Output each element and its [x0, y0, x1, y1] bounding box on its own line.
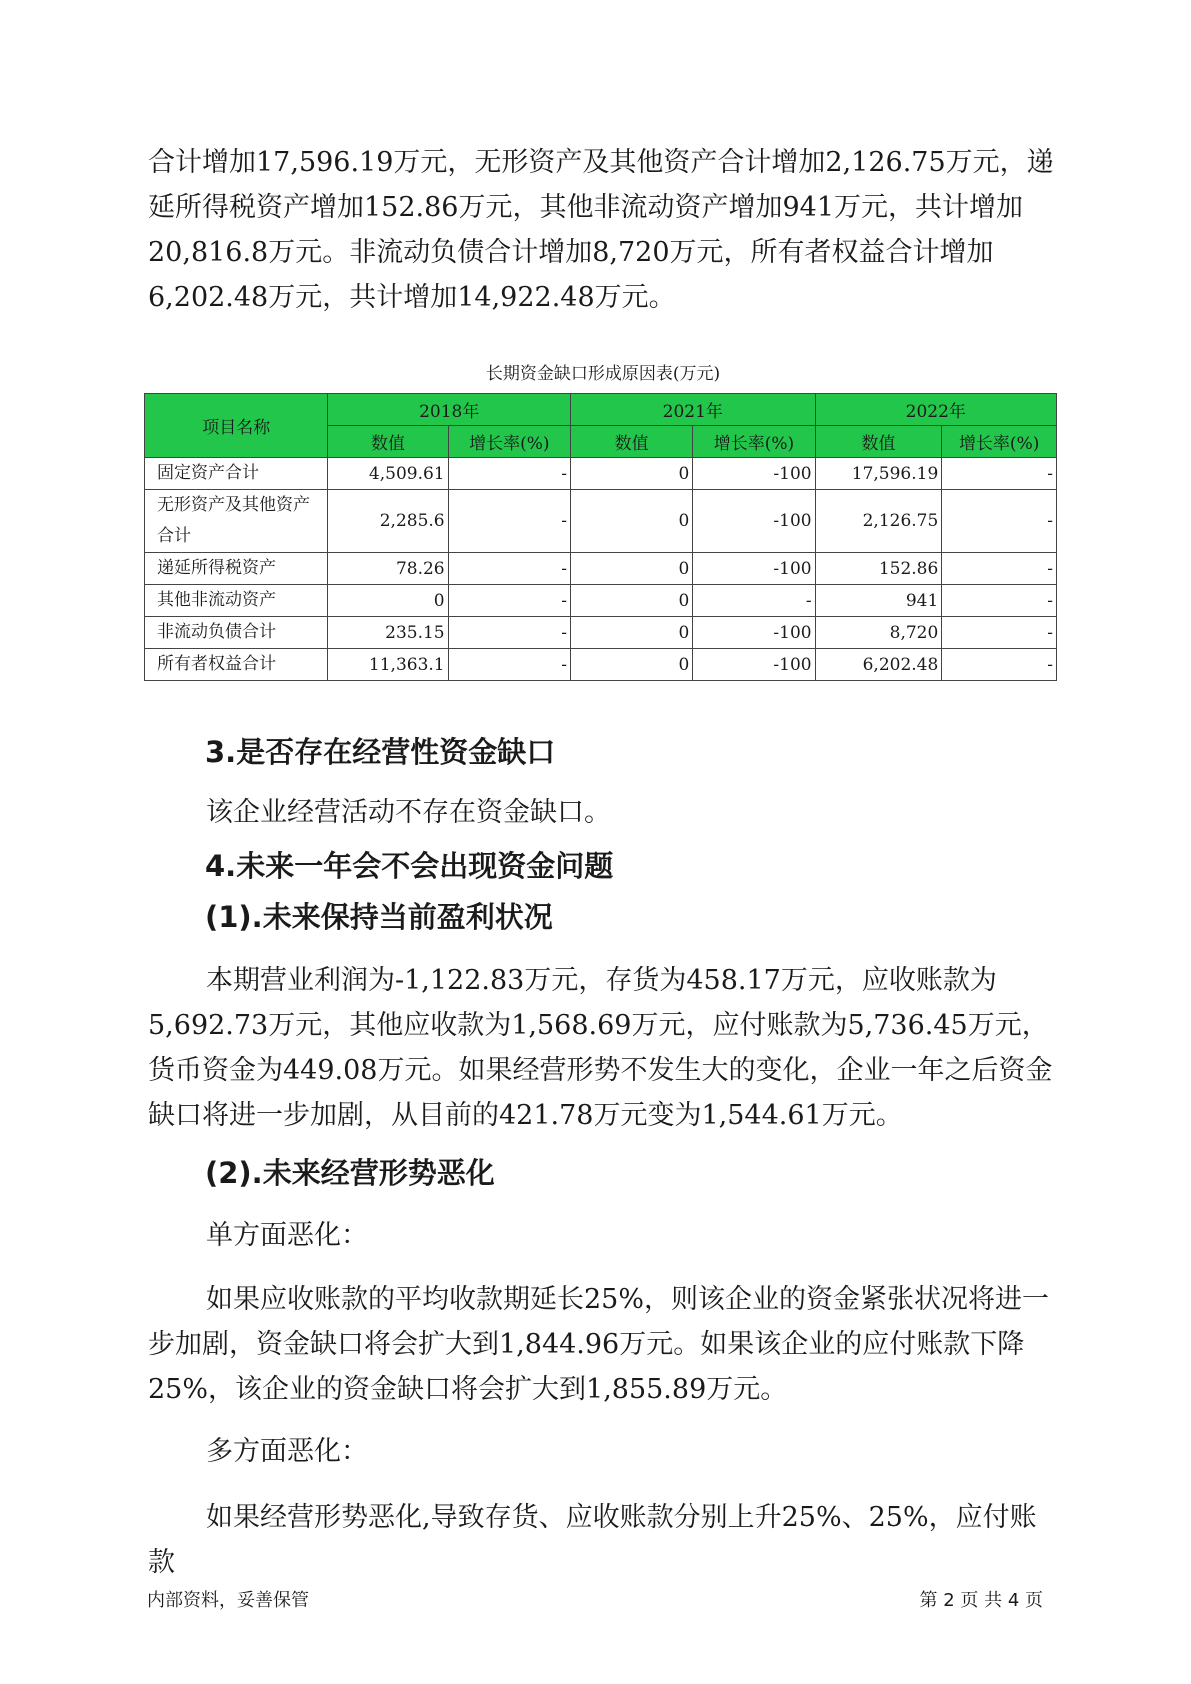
section-heading-next-year: 4.未来一年会不会出现资金问题: [205, 849, 614, 883]
cell-value: 8,720: [815, 617, 942, 649]
cell-rate: -: [448, 553, 570, 585]
cell-rate: -: [448, 490, 570, 553]
paragraph-no-gap: 该企业经营活动不存在资金缺口。: [206, 797, 611, 828]
row-name: 所有者权益合计: [145, 649, 328, 681]
cell-value: 152.86: [815, 553, 942, 585]
cell-rate: -: [942, 649, 1057, 681]
paragraph-multi-deterioration: 多方面恶化：: [206, 1436, 368, 1467]
cell-value: 0: [328, 585, 448, 617]
paragraph-current-profit: 本期营业利润为-1,122.83万元，存货为458.17万元，应收账款为5,692.73万元，其他应收款为1,568.69万元，应付账款为5,736.45万元，货币资金为449.08万元。如果经营形势不发生大的变化，企业一年之后资金缺口将进一步加剧，从目前的421.78万元变为1,544.61万元。: [148, 965, 1053, 1131]
cell-rate: -100: [693, 458, 815, 490]
row-name: 无形资产及其他资产合计: [145, 490, 328, 553]
subheader-rate: 增长率(%): [448, 426, 570, 458]
subsection-heading-deterioration: (2).未来经营形势恶化: [205, 1156, 495, 1190]
cell-value: 0: [570, 553, 692, 585]
cell-value: 78.26: [328, 553, 448, 585]
cell-value: 17,596.19: [815, 458, 942, 490]
table-row: [145, 585, 1057, 617]
cell-value: 235.15: [328, 617, 448, 649]
row-name: 递延所得税资产: [145, 553, 328, 585]
cell-rate: -100: [693, 649, 815, 681]
subsection-heading-current-profit: (1).未来保持当前盈利状况: [205, 900, 553, 934]
cell-rate: -: [942, 553, 1057, 585]
header-year-2018: 2018年: [328, 394, 570, 426]
row-name: 固定资产合计: [145, 458, 328, 490]
footer-confidential: 内部资料，妥善保管: [147, 1590, 309, 1611]
paragraph-single-deterioration: 单方面恶化：: [206, 1220, 368, 1251]
table-caption: 长期资金缺口形成原因表(万元): [485, 364, 721, 384]
subheader-value: 数值: [815, 426, 942, 458]
cell-value: 2,126.75: [815, 490, 942, 553]
cell-rate: -: [942, 585, 1057, 617]
cell-rate: -100: [693, 553, 815, 585]
footer-page-number: 第 2 页 共 4 页: [919, 1590, 1043, 1611]
cell-value: 0: [570, 490, 692, 553]
table-row: [145, 490, 1057, 553]
subheader-value: 数值: [570, 426, 692, 458]
cell-value: 4,509.61: [328, 458, 448, 490]
header-year-2022: 2022年: [815, 394, 1056, 426]
subheader-rate: 增长率(%): [693, 426, 815, 458]
table-row: [145, 649, 1057, 681]
cell-value: 0: [570, 617, 692, 649]
table-row: [145, 458, 1057, 490]
funding-gap-table: [144, 393, 1057, 681]
cell-rate: -100: [693, 617, 815, 649]
row-name: 其他非流动资产: [145, 585, 328, 617]
table-row: [145, 617, 1057, 649]
cell-rate: -: [942, 617, 1057, 649]
cell-value: 11,363.1: [328, 649, 448, 681]
cell-value: 941: [815, 585, 942, 617]
table-row: [145, 553, 1057, 585]
cell-rate: -: [942, 458, 1057, 490]
cell-rate: -100: [693, 490, 815, 553]
cell-value: 6,202.48: [815, 649, 942, 681]
subheader-rate: 增长率(%): [942, 426, 1057, 458]
cell-rate: -: [448, 649, 570, 681]
cell-rate: -: [448, 458, 570, 490]
paragraph-asset-increase: 合计增加17,596.19万元，无形资产及其他资产合计增加2,126.75万元，递延所得税资产增加152.86万元，其他非流动资产增加941万元，共计增加20,816.8万元。非流动负债合计增加8,720万元，所有者权益合计增加6,202.48万元，共计增加14,922.48万元。: [148, 147, 1054, 313]
cell-value: 0: [570, 458, 692, 490]
cell-value: 0: [570, 585, 692, 617]
header-year-2021: 2021年: [570, 394, 815, 426]
subheader-value: 数值: [328, 426, 448, 458]
cell-rate: -: [693, 585, 815, 617]
row-name: 非流动负债合计: [145, 617, 328, 649]
paragraph-single-detail: 如果应收账款的平均收款期延长25%，则该企业的资金紧张状况将进一步加剧，资金缺口将会扩大到1,844.96万元。如果该企业的应付账款下降25%，该企业的资金缺口将会扩大到1,855.89万元。: [148, 1284, 1050, 1405]
cell-rate: -: [942, 490, 1057, 553]
header-item-name: 项目名称: [145, 394, 328, 458]
cell-rate: -: [448, 585, 570, 617]
paragraph-multi-detail: 如果经营形势恶化,导致存货、应收账款分别上升25%、25%，应付账款: [148, 1502, 1037, 1578]
cell-rate: -: [448, 617, 570, 649]
section-heading-operating-gap: 3.是否存在经营性资金缺口: [205, 735, 556, 769]
cell-value: 2,285.6: [328, 490, 448, 553]
cell-value: 0: [570, 649, 692, 681]
